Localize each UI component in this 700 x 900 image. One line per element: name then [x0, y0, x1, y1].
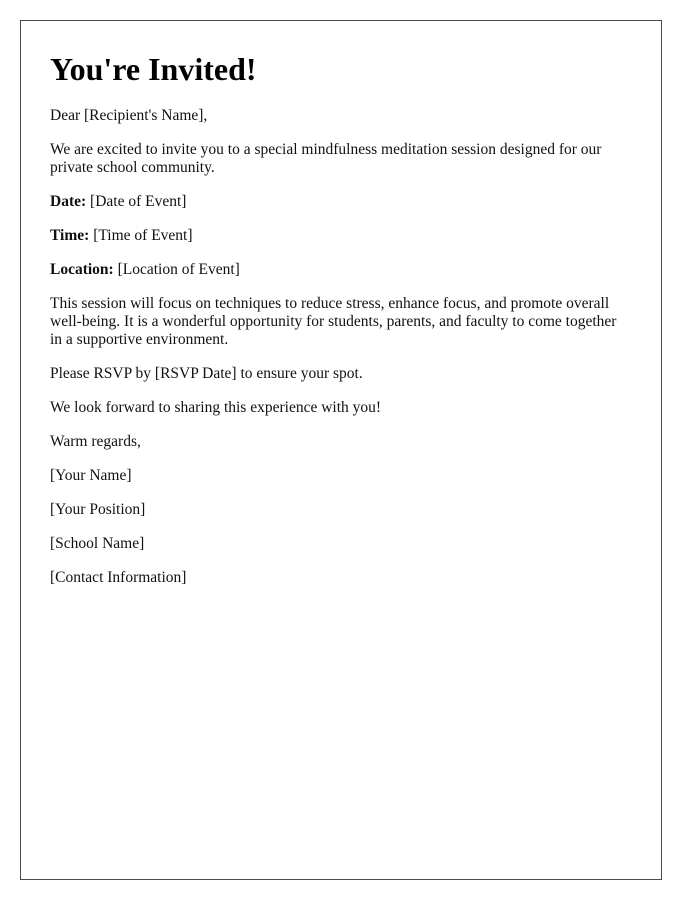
time-line: [50, 227, 632, 245]
letter-title: You're Invited!: [50, 51, 257, 87]
location-line: [50, 261, 632, 279]
closing-line: We look forward to sharing this experience with you!: [50, 399, 382, 416]
time-value: [Time of Event]: [89, 227, 193, 244]
salutation: Dear [Recipient's Name],: [50, 107, 208, 124]
invitation-letter: [20, 20, 662, 880]
rsvp-line: Please RSVP by [RSVP Date] to ensure your spot.: [50, 365, 363, 382]
signature-position: [Your Position]: [50, 501, 146, 518]
body-paragraph: This session will focus on techniques to reduce stress, enhance focus, and promote overall well-being. It is a wonderful opportunity for students, parents, and faculty to come together in a supportive environment.: [50, 295, 617, 348]
signature-name: [Your Name]: [50, 467, 132, 484]
date-label: Date:: [50, 193, 87, 210]
signoff: Warm regards,: [50, 433, 141, 450]
location-value: [Location of Event]: [113, 261, 240, 278]
intro-paragraph: We are excited to invite you to a special mindfulness meditation session designed for our private school community.: [50, 141, 602, 176]
signature-school: [School Name]: [50, 535, 145, 552]
date-value: [Date of Event]: [86, 193, 187, 210]
location-label: Location:: [50, 261, 114, 278]
time-label: Time:: [50, 227, 90, 244]
signature-contact: [Contact Information]: [50, 569, 187, 586]
date-line: [50, 193, 632, 211]
